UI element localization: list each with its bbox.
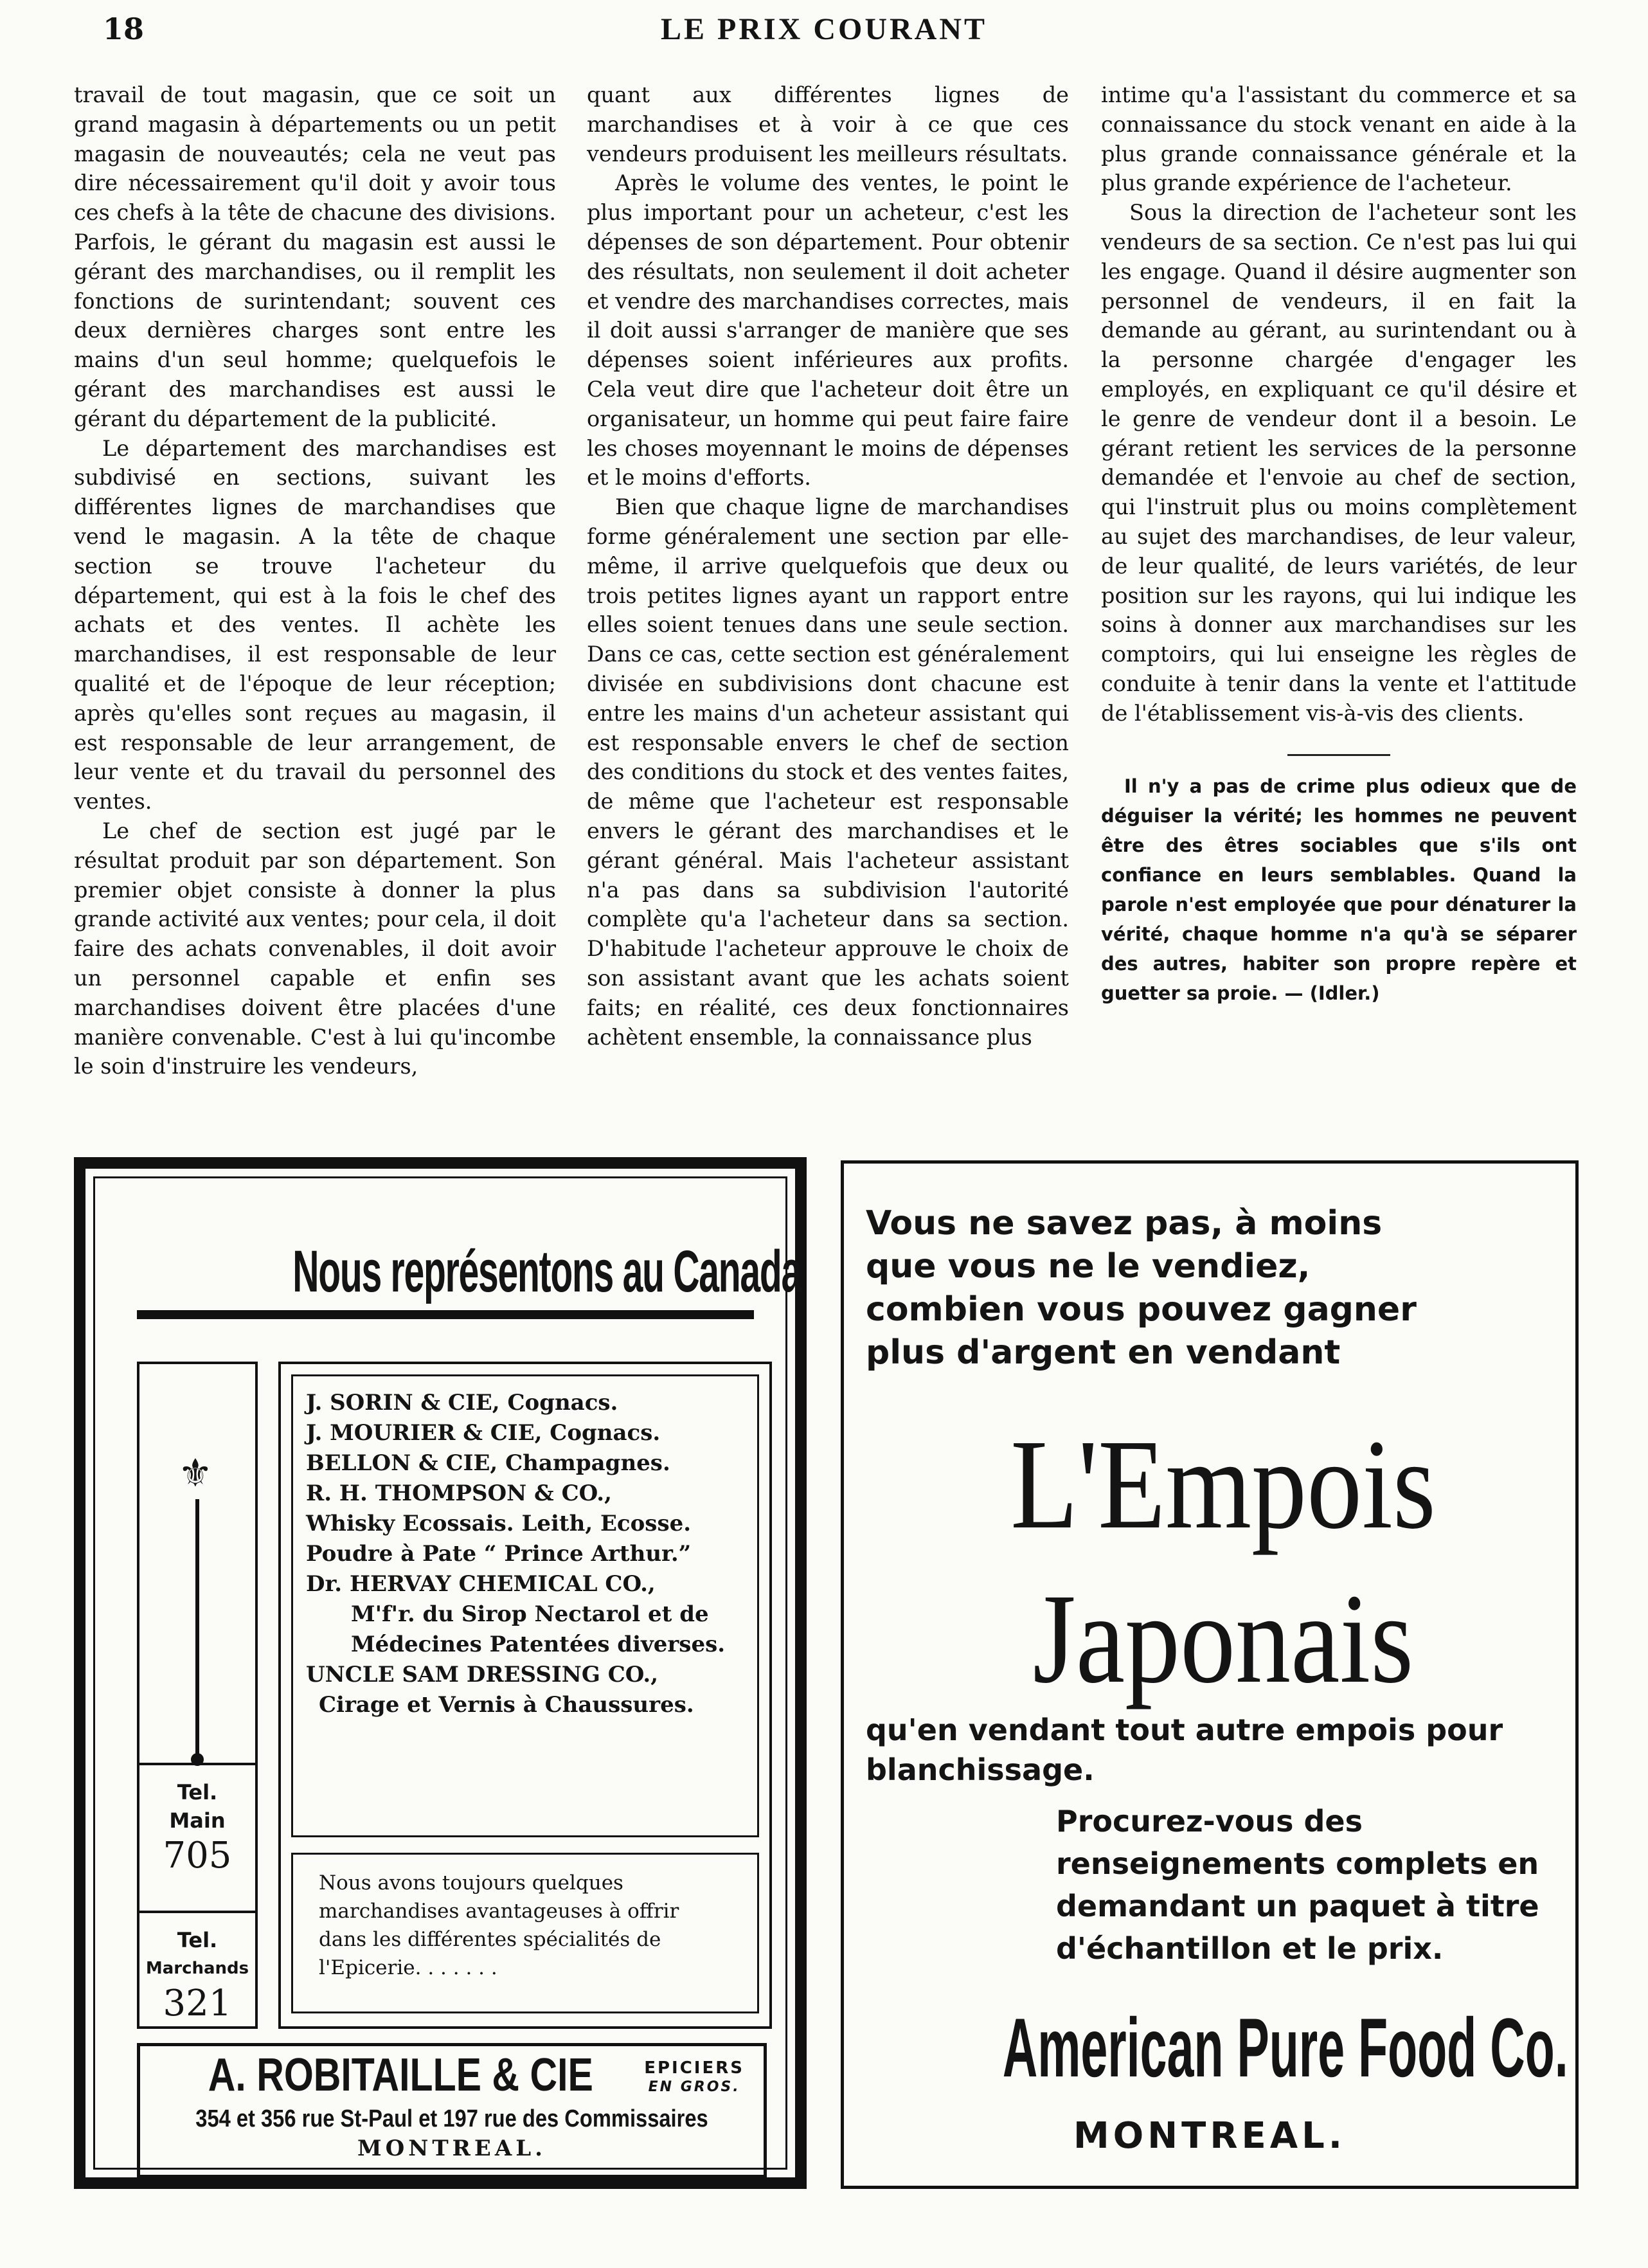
phone-number: 321	[163, 1983, 232, 2024]
phone-line-name: Marchands	[145, 1959, 249, 1978]
list-item: M'f'r. du Sirop Nectarol et de	[351, 1601, 709, 1627]
paragraph: Sous la direction de l'acheteur sont les vendeurs de sa section. Ce n'est pas lui qui les engage. Quand il désire augmenter son personnel de vendeurs, il en fait la demande au gérant, au surintendant ou à la personne chargée d'engager les employés, en expliquant ce qu'il désire et le genre de vendeur dont il a besoin. Le gérant retient les services de la personne demandée et l'envoie au chef de section, qui l'instruit plus ou moins complètement au sujet des marchandises, de leur valeur, de leur qualité, de leurs variétés, de leur position sur les rayons, qui lui indique les soins à donner aux marchandises sur les comptoirs, qui lui enseigne les règles de conduite à tenir dans la vente et l'attitude de l'établissement vis-à-vis des clients.	[1101, 200, 1577, 726]
paragraph: quant aux différentes lignes de marchandises et à voir à ce que ces vendeurs produisent les meilleurs résultats.	[587, 82, 1069, 166]
quote-block	[1101, 771, 1577, 1008]
list-item: Poudre à Pate “ Prince Arthur.”	[306, 1541, 692, 1567]
paragraph: intime qu'a l'assistant du commerce et sa connaissance du stock venant en aide à la plus grande connaissance générale et la plus grande expérience de l'acheteur.	[1101, 82, 1577, 196]
phone-main	[139, 1763, 255, 1911]
paragraph: Le chef de section est jugé par le résultat produit par son département. Son premier objet consiste à donner la plus grande activité aux ventes; pour cela, il doit faire des achats convenables, il doit avoir un personnel capable et enfin ses marchandises doivent être placées d'une manière convenable. C'est à lui qu'incombe le soin d'instruire les vendeurs,	[74, 818, 556, 1079]
paragraph: Bien que chaque ligne de marchandises forme généralement une section par elle-même, il arrive quelquefois que deux ou trois petites lignes ayant un rapport entre elles soient tenues dans une seule section. Dans ce cas, cette section est généralement divisée en subdivisions dont chacune est entre les mains d'un acheteur assistant qui est responsable envers le chef de section des conditions du stock et des ventes faites, de même que l'acheteur est responsable envers le gérant des marchandises et le gérant général. Mais l'acheteur assistant n'a pas dans sa subdivision l'autorité complète qu'a l'acheteur dans sa section. D'habitude l'acheteur approuve le choix de son assistant avant que les achats soient faits; en réalité, ces deux fonctionnaires achètent ensemble, la connaissance plus	[587, 494, 1069, 1050]
firm-tag: EPICIERS	[644, 2058, 744, 2078]
list-item: Dr. HERVAY CHEMICAL CO.,	[306, 1571, 656, 1597]
represented-firms-box	[278, 1362, 772, 2029]
divider	[1287, 754, 1390, 756]
firm-tag-secondary: EN GROS.	[648, 2079, 740, 2095]
ad-intro: Vous ne savez pas, à moins que vous ne le vendiez, combien vous pouvez gagner plus d'argent en vendant	[866, 1204, 1417, 1372]
article-column-1	[74, 80, 556, 1081]
represented-firms-list	[291, 1374, 759, 1837]
phone-label: Tel.	[177, 1780, 218, 1805]
phone-number: 705	[163, 1835, 232, 1877]
paragraph: Après le volume des ventes, le point le plus important pour un acheteur, c'est les dépenses de son département. Pour obtenir des résultats, non seulement il doit acheter et vendre des marchandises correctes, mais il doit aussi s'arranger de manière que ses dépenses soient inférieures aux profits. Cela veut dire que l'acheteur doit être un organisateur, un homme qui peut faire faire les choses moyennant le moins de dépenses et le moins d'efforts.	[587, 170, 1069, 491]
ad-banner	[137, 1233, 801, 1319]
list-item: R. H. THOMPSON & CO.,	[306, 1480, 612, 1506]
list-item: Cirage et Vernis à Chaussures.	[319, 1692, 694, 1718]
paragraph: Le département des marchandises est subdivisé en sections, suivant les différentes lignes de marchandises que vend le magasin. A la tête de chaque section se trouve l'acheteur du département, qui est à la fois le chef des achats et des ventes. Il achète les marchandises, il est responsable de leur qualité et de l'époque de leur réception; après qu'elles sont reçues au magasin, il est responsable de leur arrangement, de leur vente et du travail du personnel des ventes.	[74, 435, 556, 815]
list-item: BELLON & CIE, Champagnes.	[306, 1450, 670, 1476]
phone-label: Tel.	[177, 1928, 218, 1952]
offer-text: Nous avons toujours quelques marchandises avantageuses à offrir dans les différentes spécialités de l'Epicerie. . . . . . .	[291, 1853, 759, 2013]
firm-tagline	[644, 2059, 744, 2096]
article-column-2	[587, 80, 1069, 1052]
firm-address: 354 et 356 rue St-Paul et 197 rue des Commissaires	[195, 2105, 708, 2132]
list-item: UNCLE SAM DRESSING CO.,	[306, 1662, 659, 1688]
phone-line-name: Main	[169, 1808, 226, 1833]
ad-info-text: Procurez-vous des renseignements complets en demandant un paquet à titre d'échantillon et le prix.	[1056, 1804, 1539, 1966]
firm-footer	[137, 2043, 767, 2178]
list-item: J. SORIN & CIE, Cognacs.	[306, 1390, 618, 1416]
list-item: Médecines Patentées diverses.	[351, 1632, 726, 1657]
firm-city: MONTREAL.	[357, 2136, 546, 2161]
ad-middle-text: qu'en vendant tout autre empois pour blanchissage.	[866, 1713, 1503, 1787]
lamp-ornament-icon: ⚜	[172, 1441, 223, 1776]
journal-title: LE PRIX COURANT	[660, 12, 988, 46]
company-city: MONTREAL.	[1073, 2115, 1347, 2157]
firm-name: A. ROBITAILLE & CIE	[208, 2049, 593, 2101]
product-title-line: L'Empois	[1010, 1414, 1436, 1556]
page-number: 18	[103, 12, 145, 46]
product-title	[974, 1408, 1472, 1716]
quote-text: Il n'y a pas de crime plus odieux que de déguiser la vérité; les hommes ne peuvent être des êtres sociables que s'ils ont confiance en leurs semblables. Quand la parole n'est employée que pour dénaturer la vérité, chaque homme n'a qu'à se séparer des autres, habiter son propre repère et guetter sa proie. —	[1101, 775, 1577, 1004]
paragraph: travail de tout magasin, que ce soit un grand magasin à départements ou un petit magasin de nouveautés; cela ne veut pas dire nécessairement qu'il doit y avoir tous ces chefs à la tête de chacune des divisions. Parfois, le gérant du magasin est aussi le gérant des marchandises, ou il remplit les fonctions de surintendant; souvent ces deux dernières charges sont entre les mains d'un seul homme; quelquefois le gérant des marchandises est aussi le gérant du département de la publicité.	[74, 82, 556, 431]
robitaille-advertisement	[74, 1157, 807, 2189]
list-item: Whisky Ecossais. Leith, Ecosse.	[306, 1511, 692, 1536]
article-column-3	[1101, 80, 1577, 1008]
company-name: American Pure Food Co.	[1002, 2001, 1568, 2094]
phone-strip	[137, 1362, 258, 2029]
list-item: J. MOURIER & CIE, Cognacs.	[306, 1420, 661, 1446]
product-title-line: Japonais	[1032, 1568, 1414, 1710]
quote-source: (Idler.)	[1309, 982, 1380, 1004]
empois-japonais-advertisement	[841, 1160, 1579, 2189]
phone-marchands	[139, 1911, 255, 2026]
banner-text: Nous représentons au Canada	[292, 1239, 801, 1304]
page-header	[0, 12, 1648, 50]
